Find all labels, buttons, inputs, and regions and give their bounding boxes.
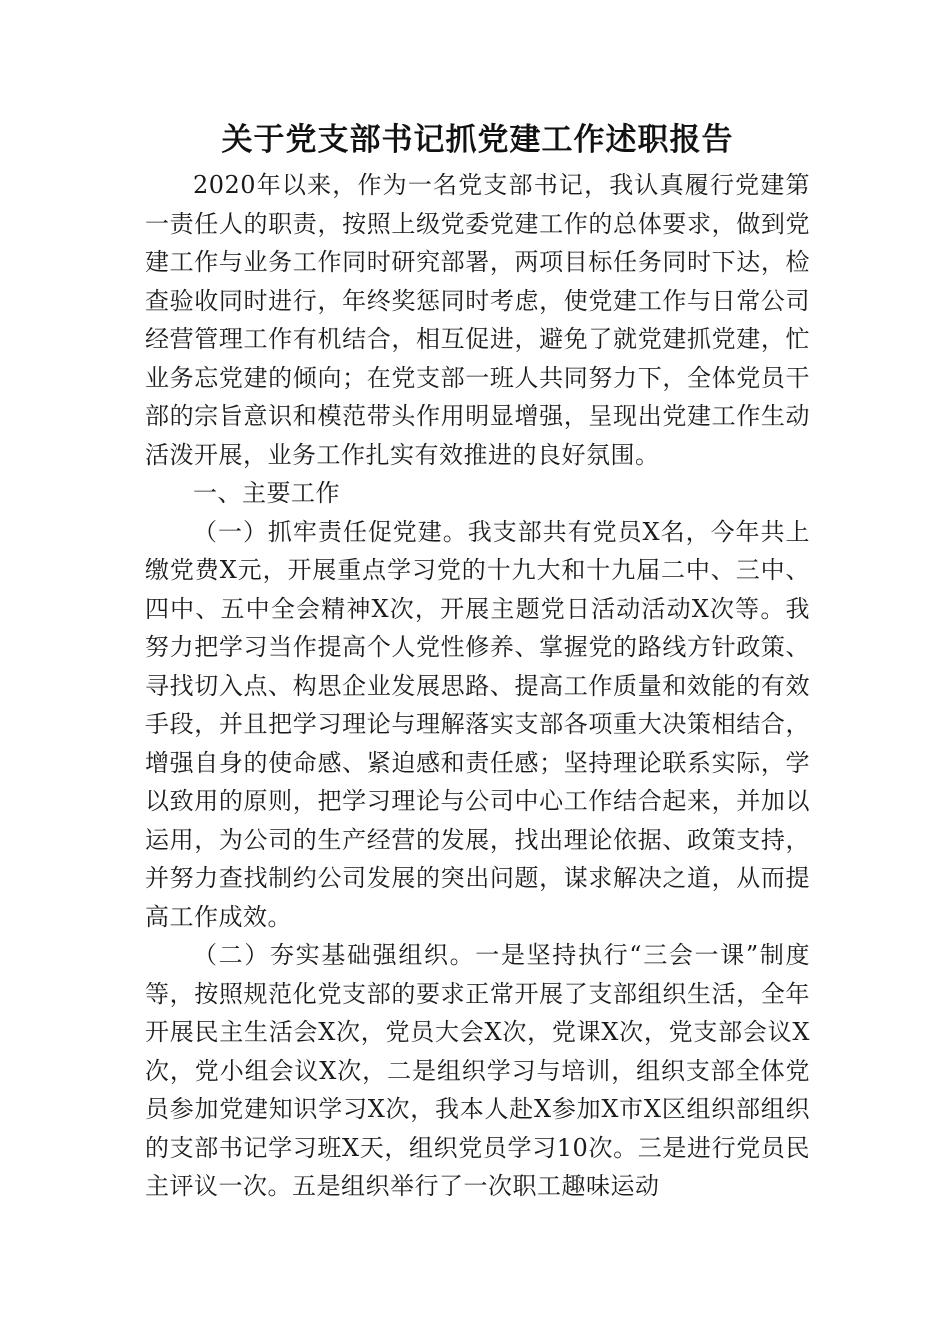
- section-heading-main-work: 一、主要工作: [193, 479, 340, 507]
- document-title: 关于党支部书记抓党建工作述职报告: [221, 122, 734, 158]
- document-page: [145, 118, 810, 1206]
- intro-paragraph: 2020年以来，作为一名党支部书记，我认真履行党建第一责任人的职责，按照上级党委党建工作的总体要求，做到党建工作与业务工作同时研究部署，两项目标任务同时下达，检查验收同时进行，年终奖惩同时考虑，使党建工作与日常公司经营管理工作有机结合，相互促进，避免了就党建抓党建，忙业务忘党建的倾向；在党支部一班人共同努力下，全体党员干部的宗旨意识和模范带头作用明显增强，呈现出党建工作生动活泼开展，业务工作扎实有效推进的良好氛围。: [145, 171, 810, 469]
- paragraph-organization: （二）夯实基础强组织。一是坚持执行“三会一课”制度等，按照规范化党支部的要求正常开展了支部组织生活，全年开展民主生活会X次，党员大会X次，党课X次，党支部会议X次，党小组会议X次，二是组织学习与培训，组织支部全体党员参加党建知识学习X次，我本人赴X参加X市X区组织部组织的支部书记学习班X天，组织党员学习10次。三是进行党员民主评议一次。五是组织举行了一次职工趣味运动: [145, 941, 810, 1200]
- paragraph-responsibility: （一）抓牢责任促党建。我支部共有党员X名，今年共上缴党费X元，开展重点学习党的十九大和十九届二中、三中、四中、五中全会精神X次，开展主题党日活动活动X次等。我努力把学习当作提高个人党性修养、掌握党的路线方针政策、寻找切入点、构思企业发展思路、提高工作质量和效能的有效手段，并且把学习理论与理解落实支部各项重大决策相结合，增强自身的使命感、紧迫感和责任感；坚持理论联系实际，学以致用的原则，把学习理论与公司中心工作结合起来，并加以运用，为公司的生产经营的发展，找出理论依据、政策支持，并努力查找制约公司发展的突出问题，谋求解决之道，从而提高工作成效。: [145, 517, 810, 931]
